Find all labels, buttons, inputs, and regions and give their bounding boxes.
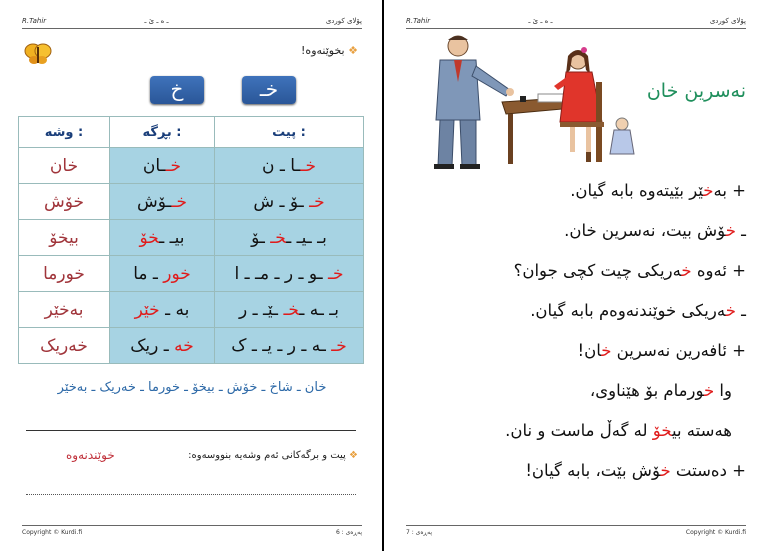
left-page (4, 0, 380, 551)
letters-cell: خـ ـو ـ ر ـ مـ ـ ا (215, 256, 364, 292)
syllable-cell: بیـ ـخۆ (110, 220, 215, 256)
header-right: پۆلای کوردی (325, 17, 362, 25)
instruction: ❖ بخوێنەوە! (301, 44, 358, 57)
page-header (22, 14, 362, 30)
word-cell: بیخۆ (19, 220, 110, 256)
header-center: ـ ه ـ ێ ـ (528, 17, 553, 25)
butterfly-icon (24, 42, 52, 66)
word-cell: خورما (19, 256, 110, 292)
instruction-write: ❖ پیت و برگەکانی ئەم وشەیە بنووسەوە: (188, 450, 358, 461)
father-daughter-illustration (410, 30, 640, 170)
page-divider (382, 0, 384, 551)
header-right: پۆلای کوردی (709, 17, 746, 25)
letters-cell: خـ ـه ـ ر ـ يـ ـ ک (215, 328, 364, 364)
syllable-cell: خور ـ ما (110, 256, 215, 292)
writing-line[interactable] (26, 430, 356, 431)
story-text (416, 176, 746, 496)
syllable-cell: خــۆش (110, 184, 215, 220)
page-footer (406, 525, 746, 539)
story-line: هەستە بیخۆ لە گەڵ ماست و نان. (505, 421, 732, 440)
page-number: پەڕەی : 6 (335, 529, 362, 536)
letter-syllable-word-table (18, 116, 364, 364)
story-line: + بەخێر بێیتەوە بابە گیان. (570, 181, 746, 200)
letters-cell: بـ ـه ـخـ ـێـ ـ ر (215, 292, 364, 328)
header-syllable: بڕگە : (142, 124, 182, 140)
letters-cell: بـ ـيـ ـخـ ـۆ (215, 220, 364, 256)
table-row (19, 148, 364, 184)
syllable-cell: خه ـ ریک (110, 328, 215, 364)
page-header (406, 14, 746, 30)
page-number: پەڕەی : 7 (406, 529, 433, 536)
header-center: ـ ه ـ ێ ـ (144, 17, 169, 25)
word-cell: خۆش (19, 184, 110, 220)
writing-line-dotted[interactable] (26, 494, 356, 495)
letters-cell: خــا ـ ن (215, 148, 364, 184)
story-line: ـ خۆش بیت، نەسرین خان. (564, 221, 746, 240)
page-footer (22, 525, 362, 539)
table-row (19, 256, 364, 292)
table-row (19, 220, 364, 256)
syllable-cell: خــان (110, 148, 215, 184)
word-list: خان ـ شاخ ـ خۆش ـ بیخۆ ـ خورما ـ خەریک ـ بەخێر (57, 380, 327, 395)
story-title: نەسرین خان (646, 80, 746, 102)
story-line: + ئافەرین نەسرین خان! (577, 341, 746, 360)
table-header-row (19, 117, 364, 148)
syllable-cell: به ـ خێر (110, 292, 215, 328)
example-word: خوێندنەوە (66, 448, 115, 462)
story-line: + ئەوە خەریکی چیت کچی جوان؟ (513, 261, 746, 280)
story-line: ـ خەریکی خوێندنەوەم بابە گیان. (530, 301, 746, 320)
table-row (19, 328, 364, 364)
word-cell: خان (19, 148, 110, 184)
word-cell: خەریک (19, 328, 110, 364)
letters-cell: خـ ـۆ ـ ش (215, 184, 364, 220)
letter-button-isolated[interactable]: خ (150, 76, 204, 104)
table-row (19, 184, 364, 220)
story-line: وا خورمام بۆ هێناوی، (589, 381, 732, 400)
copyright: Copyright © Kurdi.fi (685, 529, 746, 536)
story-line: + دەستت خۆش بێت، بابە گیان! (525, 461, 746, 480)
header-author: R.Tahir (22, 17, 47, 25)
header-word: وشە : (44, 124, 84, 140)
table-row (19, 292, 364, 328)
right-page (388, 0, 764, 551)
copyright: Copyright © Kurdi.fi (22, 529, 83, 536)
header-letter: پیت : (272, 124, 306, 140)
word-cell: بەخێر (19, 292, 110, 328)
letter-button-initial[interactable]: خـ (242, 76, 296, 104)
header-author: R.Tahir (406, 17, 431, 25)
